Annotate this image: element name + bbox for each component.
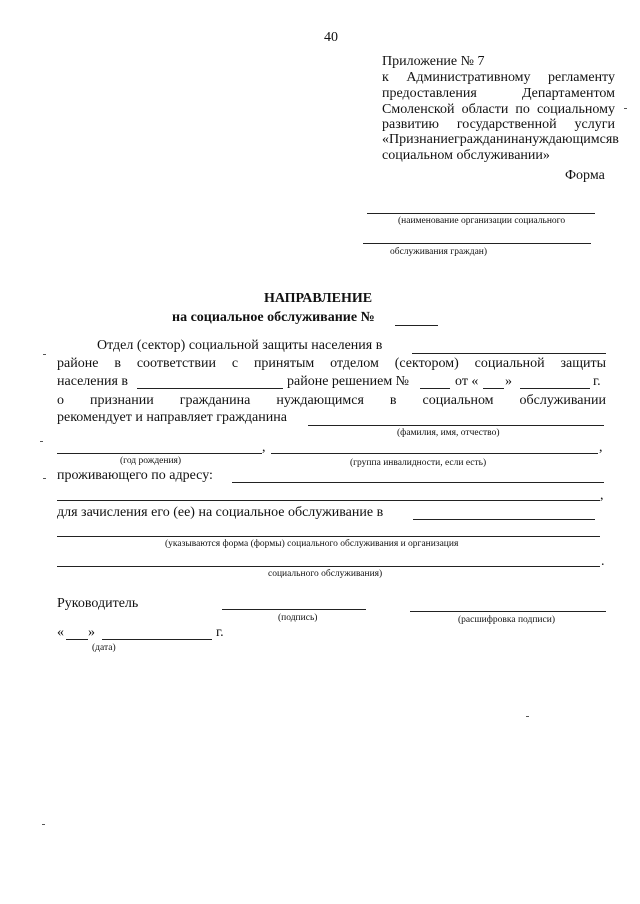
decoding-blank	[410, 611, 606, 612]
date-month-blank	[102, 639, 212, 640]
forms-blank-1	[57, 536, 600, 537]
period: .	[601, 554, 605, 569]
appendix-word: Административному	[406, 70, 531, 85]
caption-date: (дата)	[92, 643, 116, 653]
appendix-line-2	[382, 86, 615, 102]
appendix-line-1	[382, 70, 615, 86]
appendix-word: гражданина	[454, 132, 525, 147]
scan-speck	[624, 108, 627, 109]
appendix-last-line: социальном обслуживании»	[382, 148, 550, 163]
page-number: 40	[324, 30, 338, 45]
district-blank-2	[137, 388, 283, 389]
recipient-caption-1: (наименование организации социального	[398, 216, 566, 226]
date-open-quote: «	[57, 625, 64, 640]
body-line-5: рекомендует и направляет гражданина	[57, 410, 287, 425]
body-line-1: Отдел (сектор) социальной защиты населения в	[97, 338, 383, 353]
comma-3: ,	[600, 488, 604, 503]
scan-speck	[526, 716, 529, 717]
recipient-line-1	[367, 213, 595, 214]
appendix-word: Смоленской	[382, 102, 455, 117]
decision-number-blank	[420, 388, 450, 389]
date-year-suffix: г.	[216, 625, 224, 640]
body-line-3b: районе решением №	[287, 374, 410, 389]
scan-speck	[43, 354, 46, 355]
appendix-word: в	[612, 132, 619, 147]
appendix-word: области	[461, 102, 509, 117]
document-title: НАПРАВЛЕНИЕ	[264, 291, 373, 306]
address-blank-1	[232, 482, 604, 483]
caption-birth-year: (год рождения)	[120, 456, 182, 466]
appendix-word: регламенту	[548, 70, 615, 85]
scan-speck	[42, 824, 45, 825]
caption-forms-2: социального обслуживания)	[268, 569, 383, 579]
fio-blank	[308, 425, 604, 426]
appendix-word: по	[515, 102, 530, 117]
form-label: Форма	[565, 168, 605, 183]
address-blank-2	[57, 500, 600, 501]
recipient-line-2	[363, 243, 591, 244]
appendix-word: социальному	[536, 102, 615, 117]
appendix-word: развитию	[382, 117, 439, 132]
forms-blank-2	[57, 566, 600, 567]
caption-forms: (указываются форма (формы) социального обслуживания и организация	[165, 539, 459, 549]
day-blank	[483, 388, 504, 389]
appendix-word: услуги	[574, 117, 615, 132]
appendix-word: к	[382, 70, 389, 85]
scan-speck	[43, 478, 46, 479]
address-label: проживающего по адресу:	[57, 468, 213, 483]
document-subtitle: на социальное обслуживание №	[172, 310, 375, 325]
caption-decoding: (расшифровка подписи)	[458, 615, 555, 625]
birth-year-blank	[57, 453, 262, 454]
appendix-word: нуждающимся	[524, 132, 613, 147]
disability-blank	[271, 453, 598, 454]
enroll-blank	[413, 519, 595, 520]
comma-2: ,	[599, 440, 603, 455]
appendix-line-4	[382, 117, 615, 133]
body-line-3c: от «	[455, 374, 479, 389]
date-close-quote: »	[88, 625, 95, 640]
appendix-word: «Признание	[382, 132, 455, 147]
caption-signature: (подпись)	[278, 613, 318, 623]
body-line-3d: »	[505, 374, 512, 389]
body-line-2: районе в соответствии с принятым отделом (сектором) социальной защиты	[57, 356, 606, 371]
number-blank	[395, 325, 438, 326]
scan-speck	[40, 441, 43, 442]
enroll-label: для зачисления его (ее) на социальное обслуживание в	[57, 505, 384, 520]
body-line-3a: населения в	[57, 374, 129, 389]
recipient-caption-2: обслуживания граждан)	[390, 247, 488, 257]
comma-1: ,	[262, 440, 266, 455]
appendix-word: Департаментом	[521, 86, 615, 101]
date-day-blank	[66, 639, 88, 640]
appendix-line-3	[382, 102, 615, 118]
body-line-4: о признании гражданина нуждающимся в социальном обслуживании	[57, 393, 606, 408]
body-line-3e: г.	[593, 374, 601, 389]
appendix-line-5	[382, 132, 619, 148]
appendix-word: государственной	[456, 117, 557, 132]
appendix-title: Приложение № 7	[382, 54, 485, 69]
caption-disability: (группа инвалидности, если есть)	[350, 458, 487, 468]
district-blank-1	[412, 353, 606, 354]
caption-fio: (фамилия, имя, отчество)	[397, 428, 500, 438]
month-blank	[520, 388, 590, 389]
head-label: Руководитель	[57, 596, 139, 611]
signature-blank	[222, 609, 366, 610]
appendix-word: предоставления	[382, 86, 477, 101]
